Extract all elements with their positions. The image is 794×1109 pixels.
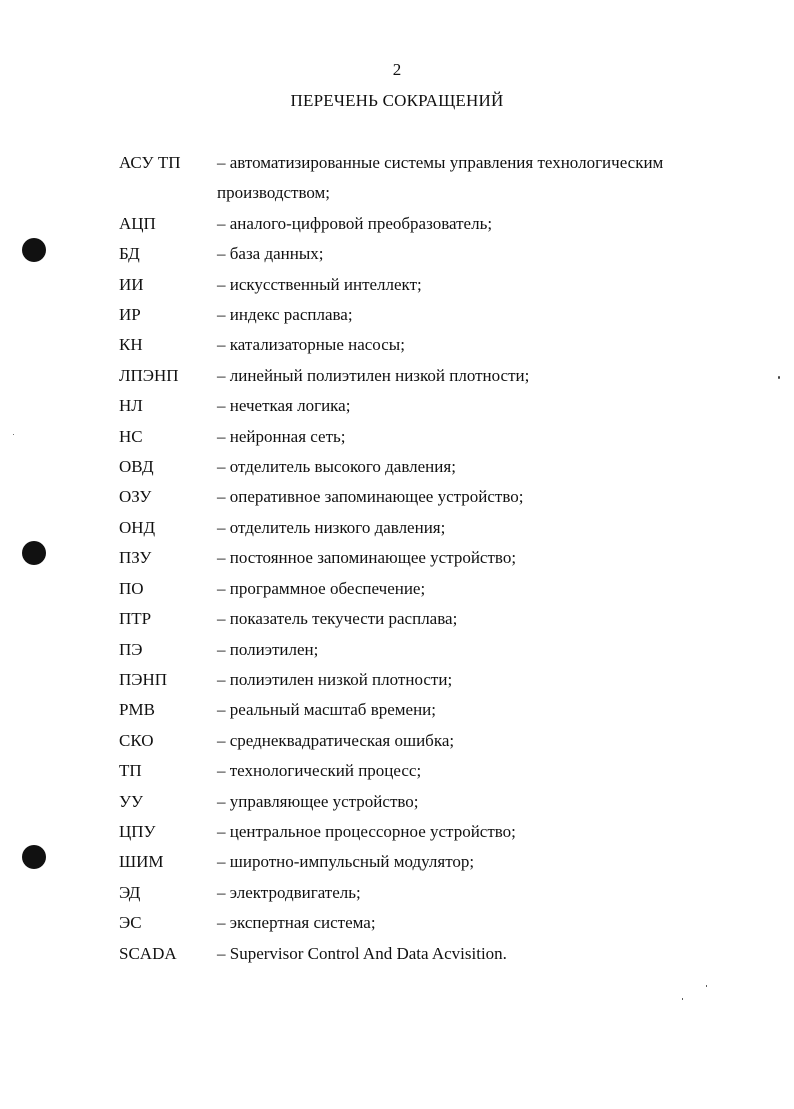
scan-speck: [706, 985, 707, 987]
page-title: ПЕРЕЧЕНЬ СОКРАЩЕНИЙ: [290, 91, 504, 110]
abbreviation-row: [119, 726, 719, 756]
abbreviation-definition: – широтно-импульсный модулятор;: [217, 852, 475, 872]
abbreviation-term: УУ: [119, 791, 144, 811]
abbreviation-definition: – база данных;: [217, 244, 324, 264]
abbreviation-row: [119, 665, 719, 695]
binder-hole-mark: [22, 238, 46, 262]
abbreviation-definition: – нечеткая логика;: [217, 396, 351, 416]
abbreviation-term: ТП: [119, 761, 142, 781]
abbreviation-definition: – управляющее устройство;: [217, 791, 419, 811]
abbreviation-row: [119, 908, 719, 938]
abbreviation-term: ПЭНП: [119, 669, 168, 689]
page-number: 2: [392, 60, 402, 79]
abbreviation-row: [119, 756, 719, 786]
abbreviation-term: ИИ: [119, 274, 144, 294]
abbreviation-definition: – реальный масштаб времени;: [217, 700, 436, 720]
abbreviation-term: ПТР: [119, 609, 152, 629]
abbreviation-term: ПЗУ: [119, 548, 152, 568]
abbreviation-term: КН: [119, 335, 143, 355]
abbreviation-definition: – отделитель низкого давления;: [217, 517, 446, 537]
abbreviation-row: [119, 422, 719, 452]
abbreviation-row: [119, 878, 719, 908]
abbreviation-row: [119, 635, 719, 665]
abbreviation-row: [119, 300, 719, 330]
abbreviation-row: [119, 148, 719, 209]
abbreviation-row: [119, 604, 719, 634]
abbreviation-term: SCADA: [119, 943, 177, 963]
abbreviation-term: ЦПУ: [119, 821, 156, 841]
abbreviation-row: [119, 817, 719, 847]
abbreviation-term: ЛПЭНП: [119, 365, 179, 385]
abbreviation-term: ИР: [119, 305, 141, 325]
abbreviation-term: ПЭ: [119, 639, 143, 659]
abbreviation-row: [119, 391, 719, 421]
abbreviation-row: [119, 695, 719, 725]
abbreviation-definition: – искусственный интеллект;: [217, 274, 422, 294]
abbreviation-definition: – автоматизированные системы управления технологическим производством;: [217, 153, 664, 203]
abbreviation-definition: – аналого-цифровой преобразователь;: [217, 213, 493, 233]
binder-hole-mark: [22, 541, 46, 565]
abbreviation-definition: – линейный полиэтилен низкой плотности;: [217, 365, 530, 385]
abbreviation-row: [119, 330, 719, 360]
abbreviation-definition: – среднеквадратическая ошибка;: [217, 730, 455, 750]
abbreviation-row: [119, 939, 719, 969]
abbreviation-term: СКО: [119, 730, 154, 750]
abbreviation-term: ЭД: [119, 882, 141, 902]
abbreviation-term: БД: [119, 244, 140, 264]
abbreviation-term: ЭС: [119, 913, 142, 933]
abbreviation-term: АЦП: [119, 213, 156, 233]
abbreviation-term: ОНД: [119, 517, 156, 537]
binder-hole-mark: [22, 845, 46, 869]
scan-speck: [13, 434, 14, 435]
scan-speck: [682, 998, 683, 1000]
abbreviation-definition: – технологический процесс;: [217, 761, 422, 781]
abbreviation-term: РМВ: [119, 700, 155, 720]
abbreviation-definition: – постоянное запоминающее устройство;: [217, 548, 517, 568]
abbreviation-list: [119, 148, 719, 969]
abbreviation-definition: – программное обеспечение;: [217, 578, 426, 598]
abbreviation-term: НЛ: [119, 396, 143, 416]
abbreviation-row: [119, 513, 719, 543]
abbreviation-term: АСУ ТП: [119, 153, 181, 172]
abbreviation-definition: – показатель текучести расплава;: [217, 609, 458, 629]
abbreviation-row: [119, 847, 719, 877]
abbreviation-row: [119, 209, 719, 239]
abbreviation-row: [119, 574, 719, 604]
abbreviation-definition: – отделитель высокого давления;: [217, 457, 456, 477]
abbreviation-definition: – центральное процессорное устройство;: [217, 821, 516, 841]
abbreviation-row: [119, 543, 719, 573]
abbreviation-definition: – Supervisor Control And Data Acvisition.: [217, 943, 507, 963]
abbreviation-definition: – полиэтилен;: [217, 639, 319, 659]
abbreviation-row: [119, 482, 719, 512]
abbreviation-term: ПО: [119, 578, 144, 598]
scan-speck: [778, 376, 780, 379]
abbreviation-definition: – оперативное запоминающее устройство;: [217, 487, 524, 507]
abbreviation-definition: – индекс расплава;: [217, 305, 353, 325]
abbreviation-row: [119, 452, 719, 482]
abbreviation-definition: – электродвигатель;: [217, 882, 361, 902]
abbreviation-term: НС: [119, 426, 143, 446]
abbreviation-row: [119, 270, 719, 300]
abbreviation-definition: – нейронная сеть;: [217, 426, 346, 446]
abbreviation-definition: – катализаторные насосы;: [217, 335, 405, 355]
abbreviation-term: ОВД: [119, 457, 154, 477]
abbreviation-definition: – экспертная система;: [217, 913, 376, 933]
abbreviation-row: [119, 239, 719, 269]
abbreviation-row: [119, 361, 719, 391]
abbreviation-term: ШИМ: [119, 852, 164, 872]
abbreviation-definition: – полиэтилен низкой плотности;: [217, 669, 453, 689]
abbreviation-row: [119, 787, 719, 817]
abbreviation-term: ОЗУ: [119, 487, 152, 507]
